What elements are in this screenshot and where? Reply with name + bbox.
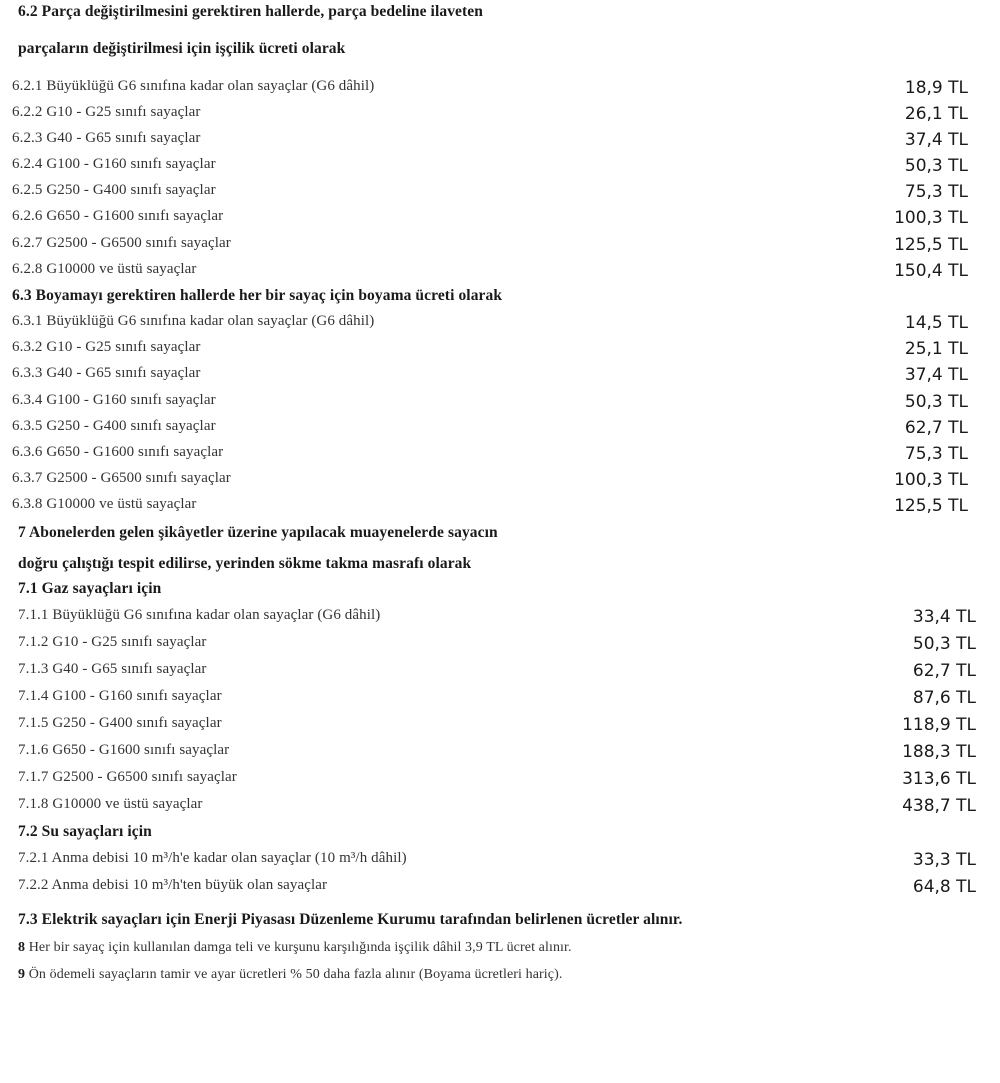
item-label: 6.3.6 G650 - G1600 sınıfı sayaçlar [12, 444, 224, 460]
section-6-2-heading-line2 [0, 40, 1000, 62]
item-price: 150,4 TL [894, 261, 968, 281]
heading-text: parçaların değiştirilmesi için işçilik ücreti olarak [18, 40, 346, 57]
item-label: 7.1.7 G2500 - G6500 sınıfı sayaçlar [18, 769, 237, 785]
item-price: 37,4 TL [904, 365, 968, 385]
note-text: Ön ödemeli sayaçların tamir ve ayar ücretleri % 50 daha fazla alınır (Boyama ücretleri hariç). [25, 967, 563, 982]
item-price: 37,4 TL [904, 130, 968, 150]
item-price: 18,9 TL [904, 78, 968, 98]
price-row-7-1-3 [0, 661, 976, 683]
item-label: 7.1.2 G10 - G25 sınıfı sayaçlar [18, 634, 207, 650]
note-text-wrap [18, 967, 562, 983]
price-row-6-3-4 [0, 392, 968, 414]
item-label: 6.2.6 G650 - G1600 sınıfı sayaçlar [12, 208, 224, 224]
price-row-7-1-2 [0, 634, 976, 656]
note-number: 9 [18, 967, 26, 982]
price-row-6-2-4 [0, 156, 968, 178]
item-label: 6.3.3 G40 - G65 sınıfı sayaçlar [12, 365, 201, 381]
price-row-7-1-7 [0, 769, 976, 791]
item-label: 7.2.2 Anma debisi 10 m³/h'ten büyük olan sayaçlar [18, 877, 328, 893]
section-6-3-heading [0, 287, 1000, 309]
item-label: 7.1.1 Büyüklüğü G6 sınıfına kadar olan sayaçlar (G6 dâhil) [18, 607, 381, 623]
section-7-2-heading [0, 823, 1000, 845]
price-row-6-3-8 [0, 496, 968, 518]
item-price: 125,5 TL [894, 235, 968, 255]
item-label: 7.1.5 G250 - G400 sınıfı sayaçlar [18, 715, 222, 731]
price-row-7-1-5 [0, 715, 976, 737]
section-7-3-heading [0, 911, 1000, 933]
item-price: 75,3 TL [904, 182, 968, 202]
price-row-6-2-3 [0, 130, 968, 152]
heading-text: 7 Abonelerden gelen şikâyetler üzerine yapılacak muayenelerde sayacın [18, 524, 498, 541]
item-price: 26,1 TL [904, 104, 968, 124]
item-price: 50,3 TL [904, 392, 968, 412]
heading-text: 7.3 Elektrik sayaçları için Enerji Piyasası Düzenleme Kurumu tarafından belirlenen ücretler alınır. [18, 911, 683, 928]
item-price: 25,1 TL [904, 339, 968, 359]
price-row-6-2-5 [0, 182, 968, 204]
note-8 [0, 940, 1000, 960]
item-label: 6.3.2 G10 - G25 sınıfı sayaçlar [12, 339, 201, 355]
price-row-7-1-8 [0, 796, 976, 818]
price-row-6-3-7 [0, 470, 968, 492]
item-label: 6.2.5 G250 - G400 sınıfı sayaçlar [12, 182, 216, 198]
item-label: 7.1.6 G650 - G1600 sınıfı sayaçlar [18, 742, 230, 758]
note-text: Her bir sayaç için kullanılan damga teli ve kurşunu karşılığında işçilik dâhil 3,9 TL ücret alınır. [25, 940, 572, 955]
price-row-7-1-1 [0, 607, 976, 629]
item-price: 33,3 TL [912, 850, 976, 870]
heading-text: 7.2 Su sayaçları için [18, 823, 152, 840]
price-row-6-3-1 [0, 313, 968, 335]
item-price: 14,5 TL [904, 313, 968, 333]
item-label: 6.2.4 G100 - G160 sınıfı sayaçlar [12, 156, 216, 172]
item-price: 87,6 TL [912, 688, 976, 708]
section-7-heading-line2 [0, 555, 1000, 577]
item-price: 75,3 TL [904, 444, 968, 464]
item-label: 7.1.3 G40 - G65 sınıfı sayaçlar [18, 661, 207, 677]
price-row-7-1-4 [0, 688, 976, 710]
item-price: 313,6 TL [902, 769, 976, 789]
item-label: 6.3.5 G250 - G400 sınıfı sayaçlar [12, 418, 216, 434]
price-row-7-2-1 [0, 850, 976, 872]
price-row-7-2-2 [0, 877, 976, 899]
item-label: 6.3.1 Büyüklüğü G6 sınıfına kadar olan sayaçlar (G6 dâhil) [12, 313, 375, 329]
item-price: 50,3 TL [912, 634, 976, 654]
price-row-6-2-6 [0, 208, 968, 230]
item-label: 6.3.7 G2500 - G6500 sınıfı sayaçlar [12, 470, 231, 486]
item-price: 62,7 TL [904, 418, 968, 438]
item-price: 62,7 TL [912, 661, 976, 681]
section-7-1-heading [0, 580, 1000, 602]
heading-text: 6.2 Parça değiştirilmesini gerektiren hallerde, parça bedeline ilaveten [18, 3, 483, 20]
price-row-6-2-8 [0, 261, 968, 283]
item-price: 100,3 TL [894, 470, 968, 490]
item-label: 6.2.7 G2500 - G6500 sınıfı sayaçlar [12, 235, 231, 251]
item-price: 64,8 TL [912, 877, 976, 897]
item-price: 125,5 TL [894, 496, 968, 516]
item-price: 438,7 TL [902, 796, 976, 816]
section-7-heading-line1 [0, 524, 1000, 546]
item-price: 100,3 TL [894, 208, 968, 228]
note-9 [0, 967, 1000, 987]
note-number: 8 [18, 940, 26, 955]
item-label: 7.1.4 G100 - G160 sınıfı sayaçlar [18, 688, 222, 704]
note-text-wrap [18, 940, 572, 956]
price-row-6-3-6 [0, 444, 968, 466]
item-label: 7.1.8 G10000 ve üstü sayaçlar [18, 796, 203, 812]
item-label: 6.3.8 G10000 ve üstü sayaçlar [12, 496, 197, 512]
price-row-7-1-6 [0, 742, 976, 764]
item-label: 6.2.3 G40 - G65 sınıfı sayaçlar [12, 130, 201, 146]
price-row-6-3-2 [0, 339, 968, 361]
item-label: 7.2.1 Anma debisi 10 m³/h'e kadar olan sayaçlar (10 m³/h dâhil) [18, 850, 407, 866]
item-price: 33,4 TL [912, 607, 976, 627]
heading-text: 7.1 Gaz sayaçları için [18, 580, 162, 597]
item-price: 118,9 TL [902, 715, 976, 735]
item-price: 188,3 TL [902, 742, 976, 762]
section-6-2-heading-line1 [0, 3, 1000, 25]
item-price: 50,3 TL [904, 156, 968, 176]
heading-text: doğru çalıştığı tespit edilirse, yerinden sökme takma masrafı olarak [18, 555, 472, 572]
heading-text: 6.3 Boyamayı gerektiren hallerde her bir sayaç için boyama ücreti olarak [12, 287, 503, 304]
price-row-6-2-2 [0, 104, 968, 126]
price-row-6-2-7 [0, 235, 968, 257]
item-label: 6.2.8 G10000 ve üstü sayaçlar [12, 261, 197, 277]
item-label: 6.2.1 Büyüklüğü G6 sınıfına kadar olan sayaçlar (G6 dâhil) [12, 78, 375, 94]
price-row-6-2-1 [0, 78, 968, 100]
price-row-6-3-5 [0, 418, 968, 440]
price-row-6-3-3 [0, 365, 968, 387]
item-label: 6.2.2 G10 - G25 sınıfı sayaçlar [12, 104, 201, 120]
item-label: 6.3.4 G100 - G160 sınıfı sayaçlar [12, 392, 216, 408]
